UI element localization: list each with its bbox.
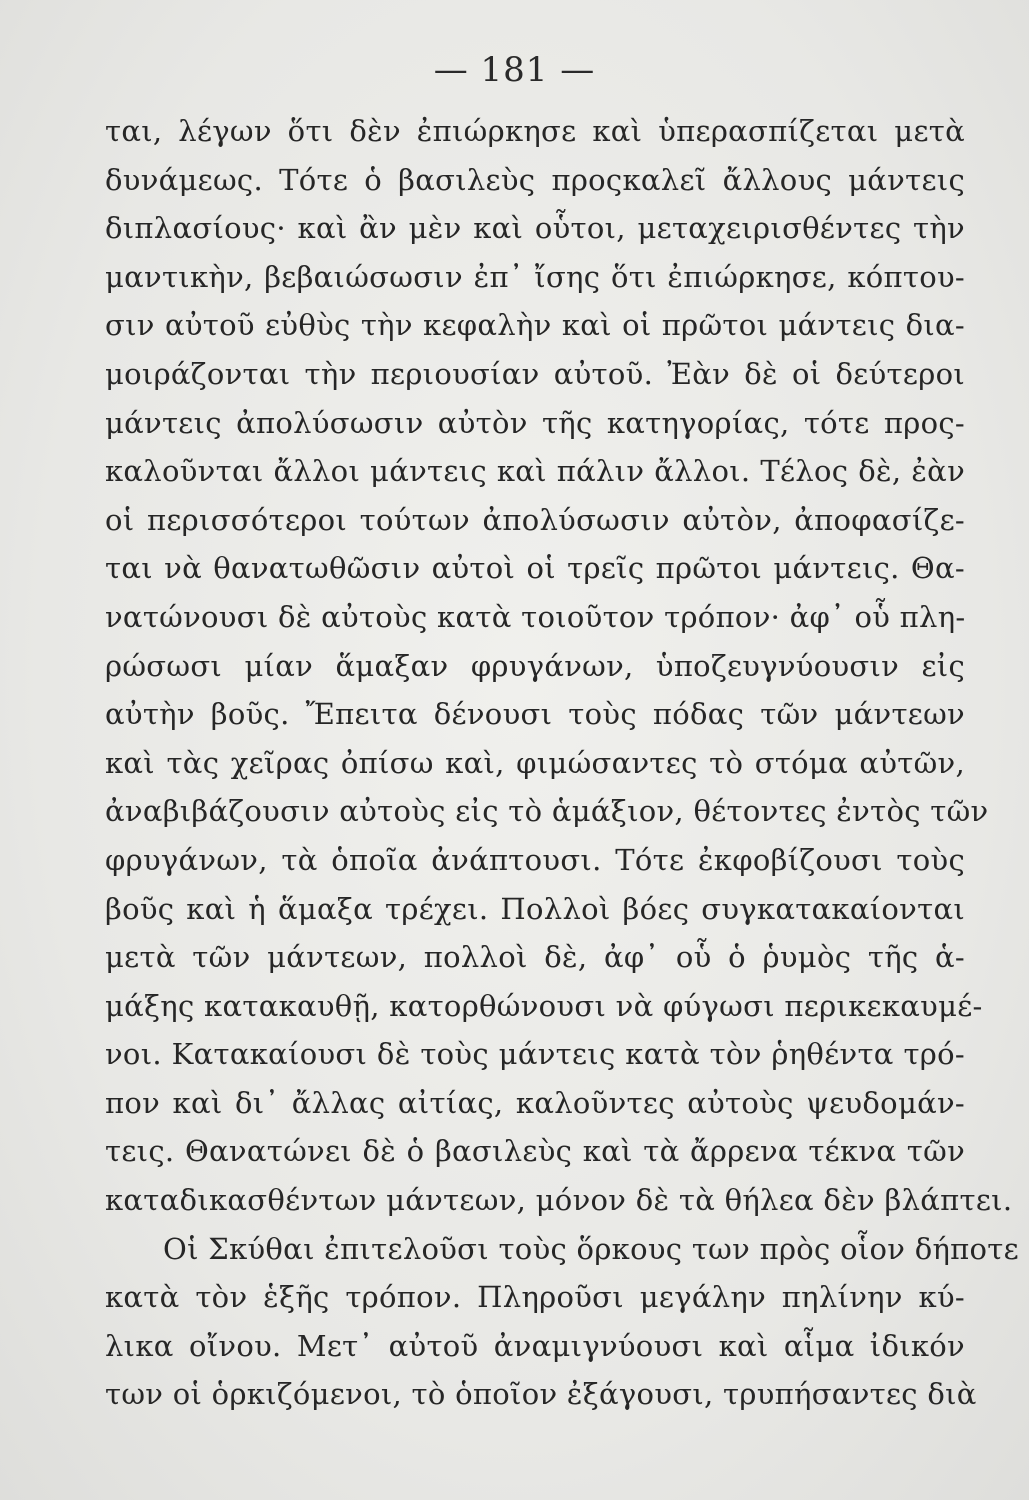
text-line: αὐτὴν βοῦς. Ἔπειτα δένουσι τοὺς πόδας τῶν μάντεων — [105, 697, 965, 732]
text-line: μάντεις ἀπολύσωσιν αὐτὸν τῆς κατηγορίας, τότε προς- — [105, 405, 965, 440]
paragraph-start-line: Οἱ Σκύθαι ἐπιτελοῦσι τοὺς ὅρκους των πρὸς οἷον δήποτε — [163, 1231, 1019, 1266]
text-line: φρυγάνων, τὰ ὁποῖα ἀνάπτουσι. Τότε ἐκφοβίζουσι τοὺς — [105, 842, 965, 877]
text-line: λικα οἴνου. Μετ᾽ αὐτοῦ ἀναμιγνύουσι καὶ αἷμα ἰδικόν — [105, 1328, 965, 1363]
text-line: καλοῦνται ἄλλοι μάντεις καὶ πάλιν ἄλλοι. Τέλος δὲ, ἐὰν — [105, 454, 965, 489]
paragraph-end-line: καταδικασθέντων μάντεων, μόνον δὲ τὰ θήλεα δὲν βλάπτει. — [105, 1183, 1013, 1218]
text-line: κατὰ τὸν ἑξῆς τρόπον. Πληροῦσι μεγάλην πηλίνην κύ- — [105, 1280, 965, 1315]
text-line: νοι. Κατακαίουσι δὲ τοὺς μάντεις κατὰ τὸν ῥηθέντα τρό- — [105, 1037, 965, 1072]
text-line: νατώνουσι δὲ αὐτοὺς κατὰ τοιοῦτον τρόπον· ἀφ᾽ οὗ πλη- — [105, 599, 966, 634]
page-number: — 181 — — [433, 50, 596, 90]
text-line: δυνάμεως. Τότε ὁ βασιλεὺς προςκαλεῖ ἄλλους μάντεις — [105, 162, 965, 197]
text-line: βοῦς καὶ ἡ ἅμαξα τρέχει. Πολλοὶ βόες συγκατακαίονται — [105, 891, 965, 926]
text-line: ἀναβιβάζουσιν αὐτοὺς εἰς τὸ ἁμάξιον, θέτοντες ἐντὸς τῶν — [105, 794, 989, 829]
text-line: ρώσωσι μίαν ἅμαξαν φρυγάνων, ὑποζευγνύουσιν εἰς — [105, 648, 965, 683]
text-line: διπλασίους· καὶ ἂν μὲν καὶ οὗτοι, μεταχειρισθέντες τὴν — [105, 211, 965, 246]
text-line: μοιράζονται τὴν περιουσίαν αὐτοῦ. Ἐὰν δὲ οἱ δεύτεροι — [105, 356, 965, 391]
text-line: μάξης κατακαυθῇ, κατορθώνουσι νὰ φύγωσι περικεκαυμέ- — [105, 988, 983, 1023]
text-line: μαντικὴν, βεβαιώσωσιν ἐπ᾽ ἴσης ὅτι ἐπιώρκησε, κόπτου- — [105, 259, 965, 294]
text-line: σιν αὐτοῦ εὐθὺς τὴν κεφαλὴν καὶ οἱ πρῶτοι μάντεις δια- — [105, 308, 965, 343]
text-line: μετὰ τῶν μάντεων, πολλοὶ δὲ, ἀφ᾽ οὗ ὁ ῥυμὸς τῆς ἁ- — [105, 940, 965, 975]
text-line: ται, λέγων ὅτι δὲν ἐπιώρκησε καὶ ὑπερασπίζεται μετὰ — [105, 114, 965, 148]
text-line: καὶ τὰς χεῖρας ὀπίσω καὶ, φιμώσαντες τὸ στόμα αὐτῶν, — [105, 745, 965, 780]
text-line: πον καὶ δι᾽ ἄλλας αἰτίας, καλοῦντες αὐτοὺς ψευδομάν- — [105, 1085, 965, 1120]
text-line: τεις. Θανατώνει δὲ ὁ βασιλεὺς καὶ τὰ ἄρρενα τέκνα τῶν — [105, 1134, 965, 1169]
text-line: οἱ περισσότεροι τούτων ἀπολύσωσιν αὐτὸν, ἀποφασίζε- — [105, 502, 965, 537]
text-line: των οἱ ὁρκιζόμενοι, τὸ ὁποῖον ἐξάγουσι, τρυπήσαντες διὰ — [105, 1377, 977, 1412]
body-text — [105, 107, 1019, 1419]
text-line: ται νὰ θανατωθῶσιν αὐτοὶ οἱ τρεῖς πρῶτοι μάντεις. Θα- — [105, 551, 965, 586]
